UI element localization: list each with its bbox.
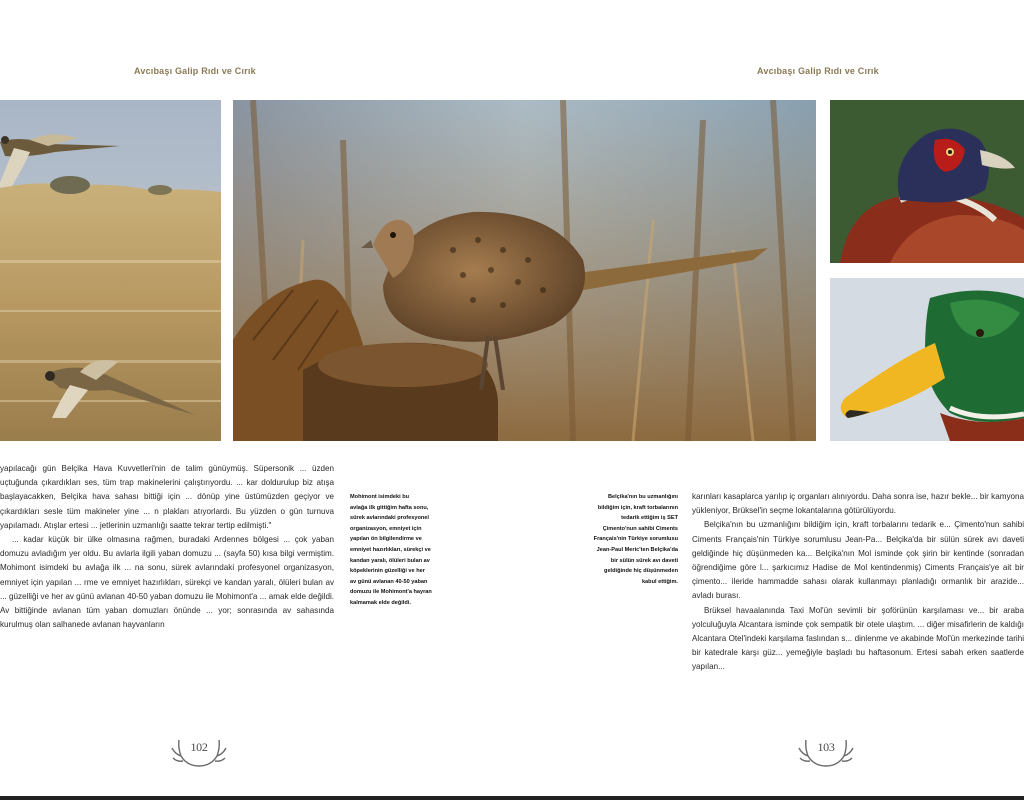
right-paragraph-2: Belçika'nın bu uzmanlığını bildiğim için, kraft torbalarını tedarik e... Çimento'nun sahibi Ciments Français'nin Türkiye sorumlusu Jean-Pa... Belçika'da bir sülün sürek avı daveti geldiğinde hiç düşünmeden ka... Belçika'nın Mol isminde çok şirin bir kentinde (sonradan öğrendiğime göre l... şarkıcımız Hadise de Mol kentindenmiş) Ciments Français'ye ait bir çimento... ileride hammadde sahası olarak kullanmayı planladığı ormanlık bir arazide... avladı burası. bbox=[692, 520, 1024, 601]
bottom-border bbox=[0, 796, 1024, 800]
right-page-number-text: 103 bbox=[817, 740, 835, 754]
left-paragraph-2: ... kadar küçük bir ülke olmasına rağmen, buradaki Ardennes bölgesi ... çok yaban domuzu avladığım yer oldu. Bu avlarla ilgili yaban domuzu ... (sayfa 50) kısa bilgi vermiştim. Mohimont isimdeki bu avlağa ilk ... na sonu, sürek avlarındaki profesyonel organizasyon, emniyet için yapılan ... rme ve emniyet hazırlıkları, sürekçi ve kandan yaralı, ölüleri bulan av ... güzelliği ve her av günü avlanan 40-50 yaban domuzu ile Mohimont'a ... amak elde değildi. Av bittiğinde avlanan tüm yaban domuzları önünde ... yor; sonrasında av sahasında kurulmuş olan salhanede avlanan hayvanların bbox=[0, 535, 334, 630]
pull-line: yapılan ön bilgilendirme ve bbox=[350, 536, 422, 543]
pull-line: kabul ettiğim. bbox=[641, 578, 678, 585]
pull-line: organizasyon, emniyet için bbox=[350, 525, 422, 532]
right-page-body-text bbox=[692, 490, 1024, 722]
flying-pheasants-photo bbox=[0, 100, 221, 441]
pull-line: av günü avlanan 40-50 yaban bbox=[350, 578, 428, 585]
right-page-number bbox=[796, 736, 856, 770]
mallard-head-photo bbox=[830, 278, 1024, 441]
pull-line: Français'nin Türkiye sorumlusu bbox=[593, 536, 678, 543]
pull-line: Jean-Paul Meric'ten Belçika'da bbox=[596, 546, 678, 553]
pull-line: kandan yaralı, ölüleri bulan av bbox=[350, 557, 430, 564]
pull-line: bir sülün sürek avı daveti bbox=[610, 557, 678, 564]
pull-line: Çimento'nun sahibi Ciments bbox=[602, 525, 678, 532]
pull-line: Mohimont isimdeki bu bbox=[350, 494, 410, 500]
left-page-number bbox=[169, 736, 229, 770]
right-pull-quote bbox=[560, 492, 678, 622]
right-paragraph-1: karınları kasaplarca yarılıp iç organları alınıyordu. Daha sonra ise, hazır bekle... bir kamyona yükleniyor, Brüksel'in seçme lokantalarına götürülüyordu. bbox=[692, 492, 1024, 516]
left-pull-quote bbox=[350, 492, 462, 652]
pull-line: Belçika'nın bu uzmanlığını bbox=[607, 494, 678, 500]
left-page-body-text bbox=[0, 462, 334, 720]
pull-line: emniyet hazırlıkları, sürekçi ve bbox=[350, 546, 431, 553]
pull-line: geldiğinde hiç düşünmeden bbox=[604, 568, 678, 575]
pull-line: bildiğim için, kraft torbalarının bbox=[597, 504, 678, 511]
pull-line: köpeklerinin güzelliği ve her bbox=[350, 568, 425, 575]
pull-line: avlağa ilk gittiğim hafta sonu, bbox=[350, 504, 429, 511]
left-running-head: Avcıbaşı Galip Rıdı ve Cırık bbox=[134, 66, 256, 76]
right-running-head: Avcıbaşı Galip Rıdı ve Cırık bbox=[757, 66, 879, 76]
left-page-number-text: 102 bbox=[190, 740, 208, 754]
pull-line: domuzu ile Mohimont'a hayran bbox=[350, 589, 432, 596]
pull-line: kalmamak elde değildi. bbox=[350, 599, 411, 606]
perched-pheasant-photo bbox=[233, 100, 816, 441]
pull-line: sürek avlarındaki profesyonel bbox=[350, 515, 429, 522]
right-paragraph-3: Brüksel havaalanında Taxi Mol'ün sevimli bir şoförünün karşılaması ve... bir araba yolculuğuyla Alcantara isminde çok sempatik bir otele ulaştım. ... diğer misafirlerin de kaldığı Alcantara Otel'indeki karşılama faslından s... dinlenme ve akabinde Mol'ün merkezinde tarihi bir katedrale karşı güz... yemeğiyle başladı bu haftasonum. Ertesi sabah erken saatlerde yapılan... bbox=[692, 605, 1024, 672]
left-paragraph-1: yapılacağı gün Belçika Hava Kuvvetleri'nin de talim günüymüş. Süpersonik ... üzden uçtuğunda çıkardıkları ses, tüm trap makinelerini çalıştırıyordu. ... kar doldurulup biz atışa başlayacakken, Belçika hava sahası bittiği için ... dönüp yine üstümüzden geçiyor ve çıkardıkları sesle tüm makineler yine ... n plakları atıyorlardı. Bu yüzden o gün turnuva yapılamadı. Atışlar ertesi ... jetlerinin uzmanlığı saatte tekrar tertip edilmişti." bbox=[0, 464, 334, 530]
male-pheasant-head-photo bbox=[830, 100, 1024, 263]
pull-line: tedarik ettiğim iş SET bbox=[621, 515, 678, 522]
